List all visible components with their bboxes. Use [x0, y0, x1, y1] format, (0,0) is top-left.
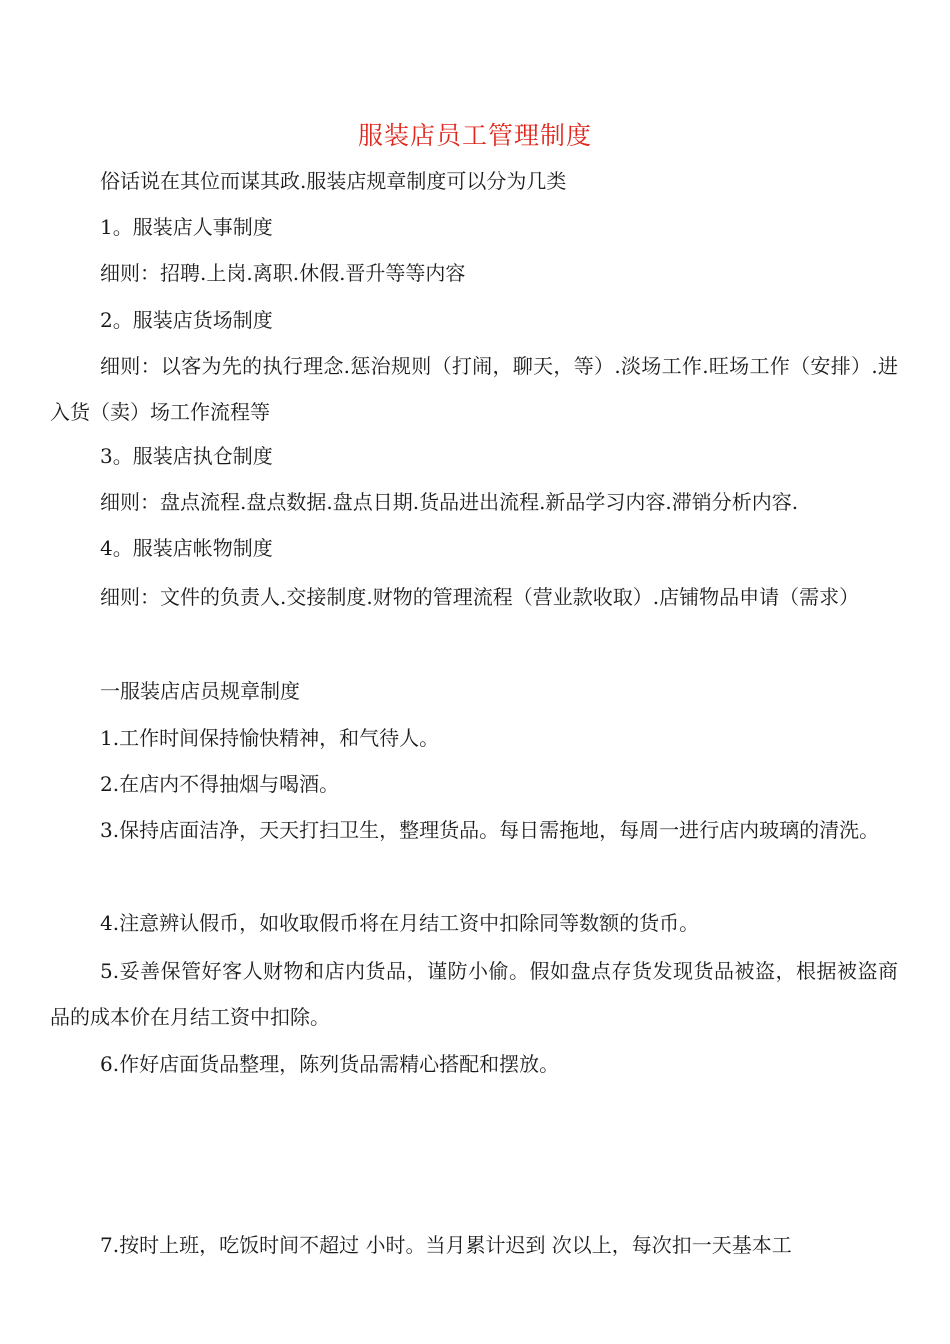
paragraph-rule-6: 6.作好店面货品整理，陈列货品需精心搭配和摆放。 [100, 1052, 560, 1076]
paragraph-intro: 俗话说在其位而谋其政.服装店规章制度可以分为几类 [100, 169, 567, 193]
paragraph-section-1: 1。服装店人事制度 [100, 215, 273, 239]
paragraph-rules-heading: 一服装店店员规章制度 [100, 679, 300, 703]
paragraph-rule-2: 2.在店内不得抽烟与喝酒。 [100, 772, 340, 796]
paragraph-detail-1: 细则：招聘.上岗.离职.休假.晋升等等内容 [100, 261, 466, 285]
paragraph-section-2: 2。服装店货场制度 [100, 308, 273, 332]
paragraph-rule-4: 4.注意辨认假币，如收取假币将在月结工资中扣除同等数额的货币。 [100, 911, 700, 935]
paragraph-rule-5: 5.妥善保管好客人财物和店内货品，谨防小偷。假如盘点存货发现货品被盗，根据被盗商品的成本价在月结工资中扣除。 [50, 959, 898, 1029]
paragraph-section-4: 4。服装店帐物制度 [100, 536, 273, 560]
document-title: 服装店员工管理制度 [357, 121, 592, 150]
paragraph-rule-3: 3.保持店面洁净，天天打扫卫生，整理货品。每日需拖地，每周一进行店内玻璃的清洗。 [100, 818, 880, 842]
paragraph-section-3: 3。服装店执仓制度 [100, 444, 273, 468]
paragraph-rule-7: 7.按时上班，吃饭时间不超过 小时。当月累计迟到 次以上，每次扣一天基本工 [100, 1233, 792, 1257]
paragraph-detail-4: 细则：文件的负责人.交接制度.财物的管理流程（营业款收取）.店铺物品申请（需求） [100, 585, 860, 609]
paragraph-detail-2: 细则：以客为先的执行理念.惩治规则（打闹，聊天，等）.淡场工作.旺场工作（安排）.进入货（卖）场工作流程等 [50, 354, 898, 424]
paragraph-detail-3: 细则：盘点流程.盘点数据.盘点日期.货品进出流程.新品学习内容.滞销分析内容. [100, 490, 799, 514]
paragraph-rule-1: 1.工作时间保持愉快精神，和气待人。 [100, 726, 440, 750]
